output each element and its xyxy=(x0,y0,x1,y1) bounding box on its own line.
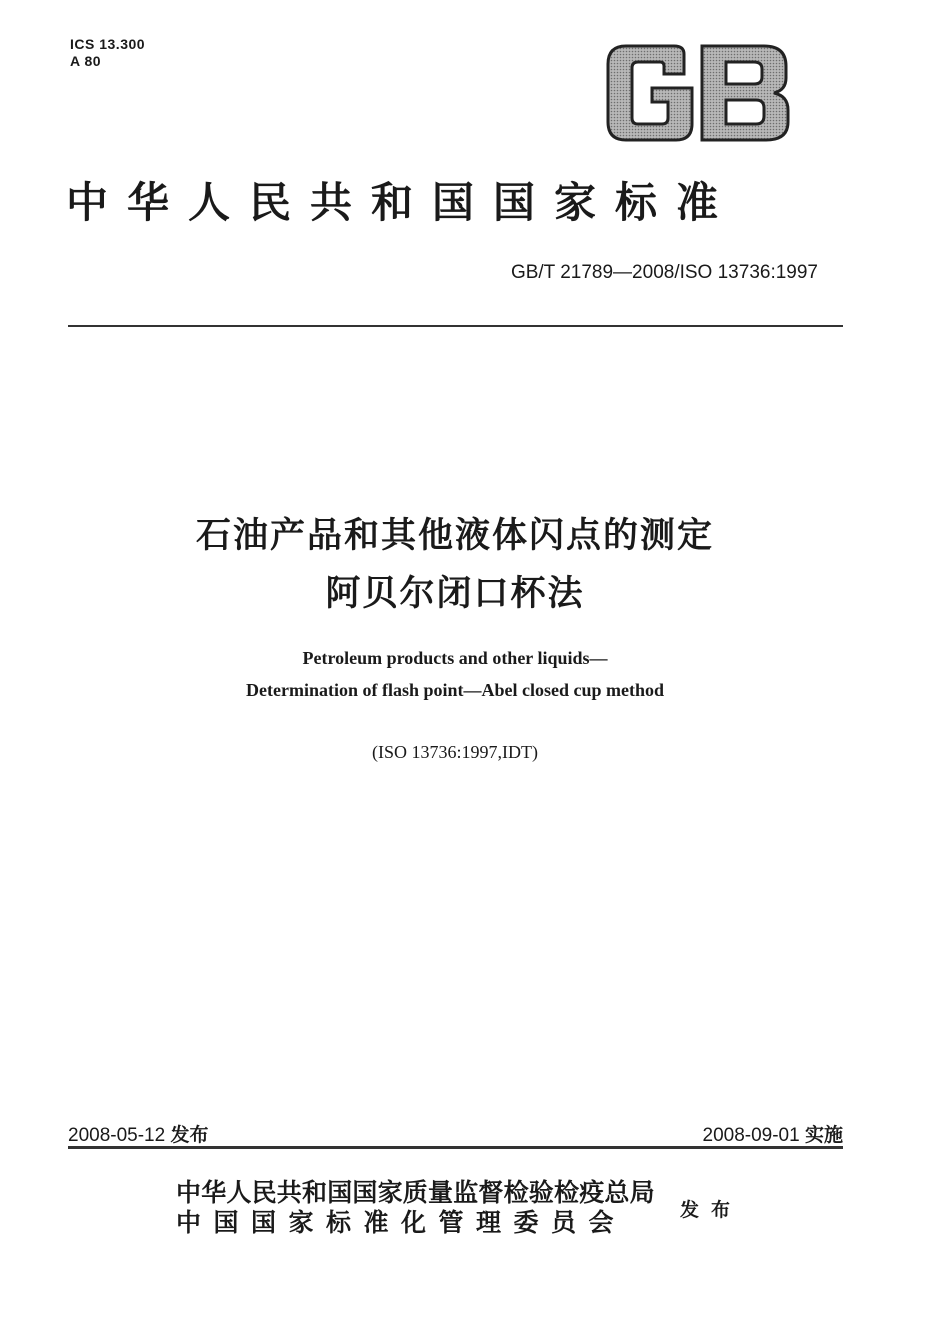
iso-reference: (ISO 13736:1997,IDT) xyxy=(372,742,538,762)
top-divider xyxy=(68,325,843,327)
issuer-line2: 中国国家标准化管理委员会 xyxy=(176,1208,627,1237)
implementation-date: 2008-09-01 xyxy=(702,1125,800,1146)
national-standard-title: 中华人民共和国国家标准 xyxy=(66,178,738,227)
classification-codes xyxy=(70,36,145,70)
implementation-label: 实施 xyxy=(804,1124,843,1146)
gb-logo-icon xyxy=(604,44,792,142)
title-chinese-line2: 阿贝尔闭口杯法 xyxy=(325,574,585,614)
issuing-authorities xyxy=(176,1178,655,1238)
issue-date: 2008-05-12 xyxy=(68,1125,166,1146)
issuer-line1: 中华人民共和国国家质量监督检验检疫总局 xyxy=(176,1178,655,1207)
standard-number: GB/T 21789—2008/ISO 13736:1997 xyxy=(510,262,818,283)
logo-text: GB xyxy=(604,44,606,45)
bottom-divider xyxy=(68,1146,843,1149)
ccs-code: A 80 xyxy=(70,53,102,69)
implementation-date-block xyxy=(703,1120,844,1147)
ics-code: ICS 13.300 xyxy=(70,36,146,52)
issue-action: 发布 xyxy=(680,1199,743,1221)
gb-logo xyxy=(604,44,792,142)
title-chinese-line1: 石油产品和其他液体闪点的测定 xyxy=(195,516,714,556)
issue-label: 发布 xyxy=(170,1124,209,1146)
issue-date-block xyxy=(68,1120,209,1147)
title-english-line2: Determination of flash point—Abel closed cup method xyxy=(246,680,664,700)
title-english-line1: Petroleum products and other liquids— xyxy=(302,648,608,668)
